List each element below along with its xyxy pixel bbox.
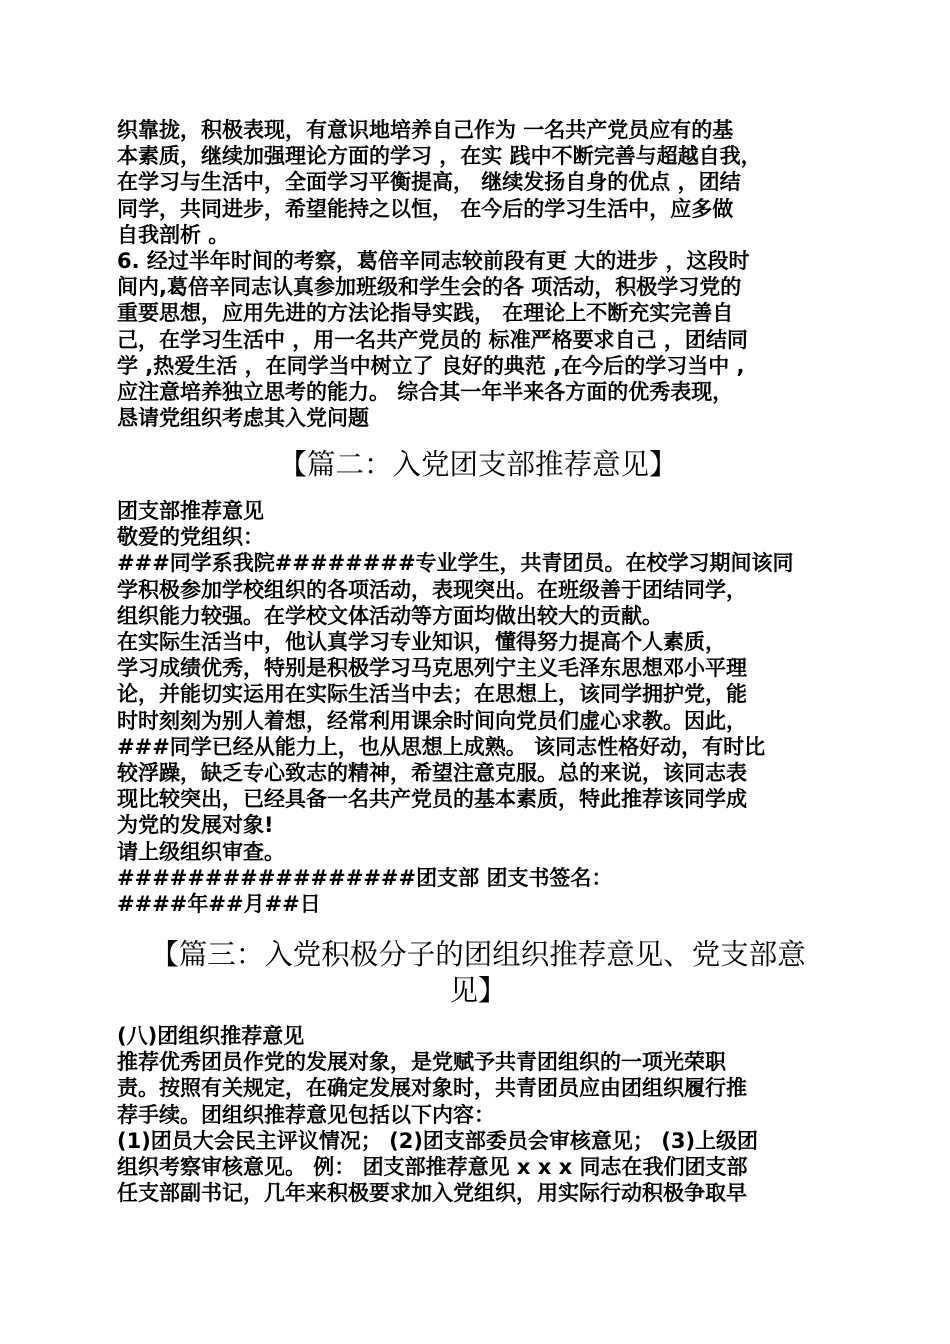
section-one-text [117, 117, 839, 431]
text-line: (八)团组织推荐意见 [117, 1024, 305, 1048]
section-three-text [117, 1023, 839, 1206]
text-line: 本素质，继续加强理论方面的学习 ，在实 践中不断完善与超越自我， [117, 144, 762, 169]
text-line: 学习成绩优秀，特别是积极学习马克思列宁主义毛泽东思想邓小平理 [117, 656, 747, 681]
text-line: 责。按照有关规定，在确定发展对象时，共青团员应由团组织履行推 [117, 1076, 747, 1101]
text-line: 织靠拢，积极表现，有意识地培养自己作为 一名共产党员应有的基 [117, 118, 734, 142]
text-line: 时时刻刻为别人着想，经常利用课余时间向党员们虚心求教。因此， [117, 708, 747, 733]
text-line: (1)团员大会民主评议情况； (2)团支部委员会审核意见； (3)上级团 [117, 1128, 759, 1153]
heading-part-three [117, 937, 839, 1009]
text-line: 较浮躁，缺乏专心致志的精神，希望注意克服。总的来说，该同志表 [117, 761, 747, 786]
text-line: 论，并能切实运用在实际生活当中去；在思想上，该同学拥护党，能 [117, 682, 747, 707]
text-line: ###同学已经从能力上，也从思想上成熟。 该同志性格好动，有时比 [117, 734, 766, 759]
text-line: 组织考察审核意见。 例： 团支部推荐意见 x x x 同志在我们团支部 [117, 1155, 748, 1180]
text-line: 现比较突出，已经具备一名共产党员的基本素质，特此推荐该同学成 [117, 787, 747, 812]
heading-part-two: 【篇二：入党团支部推荐意见】 [278, 448, 678, 481]
text-line: ###同学系我院########专业学生，共青团员。在校学习期间该同 [117, 551, 794, 576]
text-line: 推荐优秀团员作党的发展对象，是党赋予共青团组织的一项光荣职 [117, 1050, 726, 1075]
text-line: 重要思想，应用先进的方法论指导实践， 在理论上不断充实完善自 [117, 301, 734, 326]
text-line: 为党的发展对象! [117, 813, 274, 838]
section-two-text [117, 498, 839, 917]
text-line: 同学，共同进步，希望能持之以恒， 在今后的学习生活中，应多做 [117, 196, 734, 221]
text-line: 在实际生活当中，他认真学习专业知识，懂得努力提高个人素质， [117, 630, 726, 655]
text-line: #################团支部 团支书签名： [117, 865, 613, 890]
text-line: ####年##月##日 [117, 892, 321, 917]
text-line: 学 ,热爱生活 ，在同学当中树立了 良好的典范 ,在今后的学习当中 , [117, 353, 745, 378]
text-line: 自我剖析 。 [117, 222, 230, 247]
text-line: 请上级组织审查。 [117, 839, 285, 864]
text-line: 己，在学习生活中 ，用一名共产党员的 标准严格要求自己 ，团结同 [117, 327, 748, 352]
heading-part-three-line-2: 见】 [449, 974, 507, 1007]
text-line: 学积极参加学校组织的各项活动，表现突出。在班级善于团结同学， [117, 577, 747, 602]
heading-part-three-line-1: 【篇三：入党积极分子的团组织推荐意见、党支部意 [150, 938, 806, 971]
text-line: 6. 经过半年时间的考察，葛倍辛同志较前段有更 大的进步 ，这段时 [117, 249, 750, 274]
text-line: 在学习与生活中，全面学习平衡提高， 继续发扬自身的优点 ，团结 [117, 170, 741, 195]
text-line: 间内,葛倍辛同志认真参加班级和学生会的各 项活动，积极学习党的 [117, 275, 742, 300]
text-line: 任支部副书记，几年来积极要求加入党组织，用实际行动积极争取早 [117, 1181, 747, 1206]
text-line: 应注意培养独立思考的能力。 综合其一年半来各方面的优秀表现， [117, 380, 734, 405]
text-line: 团支部推荐意见 [117, 499, 264, 523]
text-line: 荐手续。团组织推荐意见包括以下内容： [117, 1102, 495, 1127]
text-line: 组织能力较强。在学校文体活动等方面均做出较大的贡献。 [117, 603, 663, 628]
text-line: 敬爱的党组织： [117, 525, 264, 550]
text-line: 恳请党组织考虑其入党问题 [117, 406, 369, 431]
